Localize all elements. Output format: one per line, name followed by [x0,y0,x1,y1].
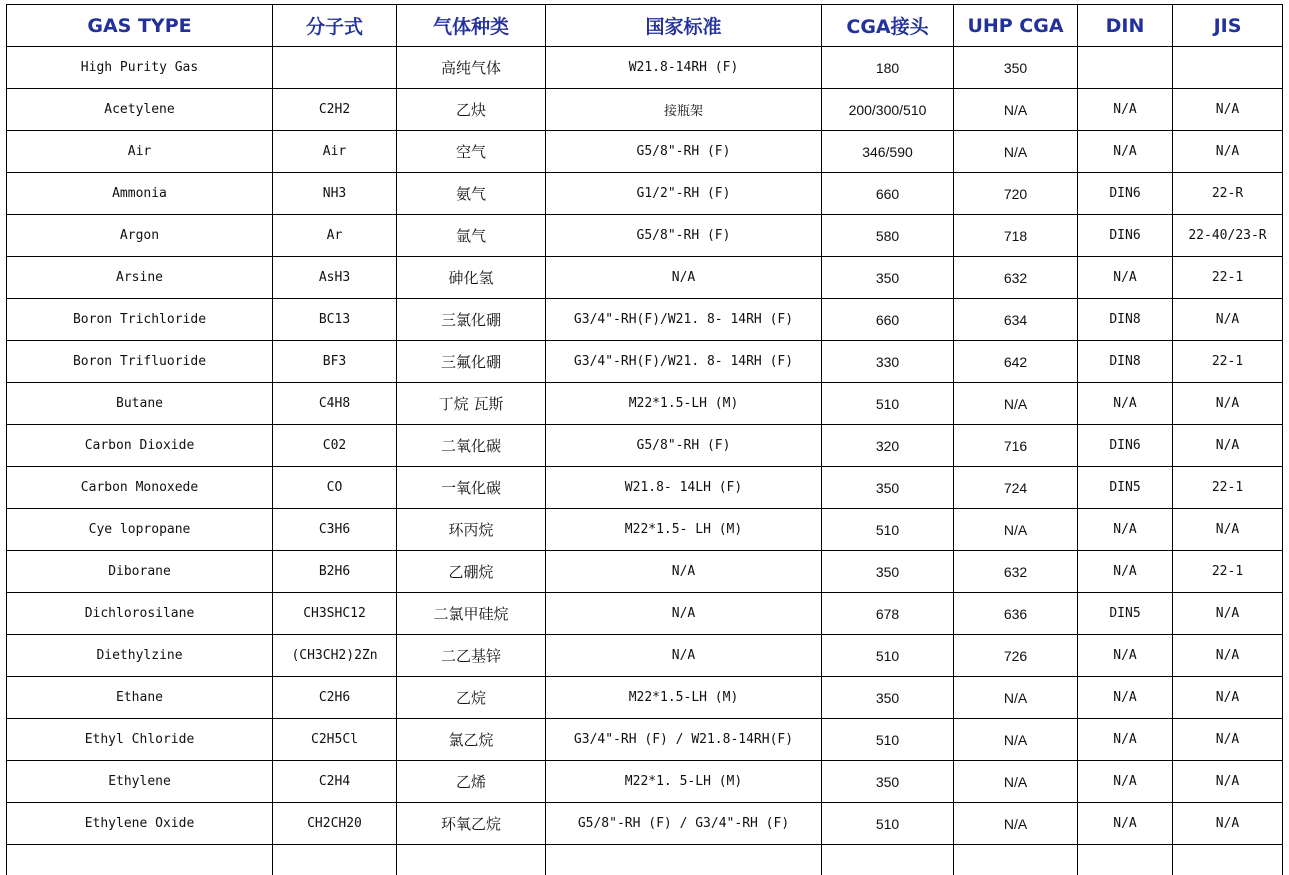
cell-cga-connector: 350 [822,467,954,509]
cell-gas-category: 一氧化碳 [397,467,546,509]
cell-gas-category: 二氯甲硅烷 [397,593,546,635]
cell-din: N/A [1078,803,1173,845]
cell-gas-type: Cye lopropane [7,509,273,551]
cell-gas-type: Arsine [7,257,273,299]
cell-cga-connector: 330 [822,341,954,383]
cell-din: N/A [1078,383,1173,425]
header-cga-connector: CGA接头 [822,5,954,47]
cell-din: DIN5 [1078,467,1173,509]
cell-gas-category: 环丙烷 [397,509,546,551]
cell-din: N/A [1078,719,1173,761]
cell-cga-connector: 660 [822,299,954,341]
cell-uhp-cga: 642 [954,341,1078,383]
cell-din: N/A [1078,131,1173,173]
cell-national-standard: W21.8-14RH (F) [546,47,822,89]
table-row [7,257,1283,299]
cell-gas-type: Dichlorosilane [7,593,273,635]
cell-formula [273,47,397,89]
cell-jis: 22-40/23-R [1173,215,1283,257]
cell-cga-connector: 320 [822,425,954,467]
cell-uhp-cga: 726 [954,635,1078,677]
cell-gas-category: 三氯化硼 [397,299,546,341]
cell-formula: Ar [273,215,397,257]
cell-national-standard: N/A [546,593,822,635]
cell-gas-type: Ethane [7,677,273,719]
cell-gas-category: 三氟化硼 [397,341,546,383]
header-jis: JIS [1173,5,1283,47]
cell-uhp-cga: N/A [954,383,1078,425]
cell-din: DIN5 [1078,593,1173,635]
cell-national-standard: M22*1.5-LH (M) [546,677,822,719]
table-row [7,635,1283,677]
table-row [7,299,1283,341]
cell-national-standard: 接瓶架 [546,89,822,131]
cell-gas-category: 环氧乙烷 [397,803,546,845]
cell-national-standard: M22*1. 5-LH (M) [546,761,822,803]
table-row [7,425,1283,467]
cell-uhp-cga: 718 [954,215,1078,257]
cell-national-standard: G5/8"-RH (F) [546,131,822,173]
cell-formula: BC13 [273,299,397,341]
cell-national-standard: G5/8"-RH (F) [546,425,822,467]
cell-uhp-cga: 636 [954,593,1078,635]
cell-gas-type: Boron Trifluoride [7,341,273,383]
cell-uhp-cga: N/A [954,803,1078,845]
table-row [7,131,1283,173]
cell-gas-type: Ethyl Chloride [7,719,273,761]
cell-gas-type: Ammonia [7,173,273,215]
cell-jis: N/A [1173,509,1283,551]
table-header-row [7,5,1283,47]
cell-uhp-cga: 350 [954,47,1078,89]
cell-uhp-cga: 632 [954,257,1078,299]
cell-jis [1173,47,1283,89]
cell-national-standard: G3/4"-RH(F)/W21. 8- 14RH (F) [546,299,822,341]
cell-cga-connector: 510 [822,719,954,761]
cell-national-standard: N/A [546,635,822,677]
cell-din: N/A [1078,89,1173,131]
cell-din: DIN8 [1078,341,1173,383]
cell-gas-type: Diethylzine [7,635,273,677]
cell-cga-connector: 660 [822,173,954,215]
cell-din [1078,845,1173,875]
cell-cga-connector: 510 [822,635,954,677]
cell-uhp-cga: N/A [954,761,1078,803]
cell-formula: Air [273,131,397,173]
cell-formula: AsH3 [273,257,397,299]
table-row [7,341,1283,383]
gas-connector-table [6,4,1283,875]
cell-din: N/A [1078,257,1173,299]
cell-gas-category: 乙硼烷 [397,551,546,593]
header-gas-category: 气体种类 [397,5,546,47]
header-din: DIN [1078,5,1173,47]
table-body [7,47,1283,875]
cell-cga-connector: 678 [822,593,954,635]
cell-gas-type: Acetylene [7,89,273,131]
cell-jis: 22-1 [1173,257,1283,299]
table-row [7,89,1283,131]
cell-formula: CO [273,467,397,509]
cell-din: DIN8 [1078,299,1173,341]
cell-gas-type: Air [7,131,273,173]
cell-jis: N/A [1173,677,1283,719]
cell-jis: 22-1 [1173,341,1283,383]
table-row [7,383,1283,425]
cell-jis: N/A [1173,593,1283,635]
cell-gas-category: 高纯气体 [397,47,546,89]
cell-jis: N/A [1173,719,1283,761]
cell-national-standard: G5/8"-RH (F) / G3/4"-RH (F) [546,803,822,845]
cell-cga-connector: 346/590 [822,131,954,173]
cell-gas-category: 二氧化碳 [397,425,546,467]
table-row [7,467,1283,509]
cell-gas-category: 氨气 [397,173,546,215]
cell-gas-category: 乙炔 [397,89,546,131]
cell-gas-category: 乙烷 [397,677,546,719]
cell-jis: N/A [1173,425,1283,467]
cell-uhp-cga: 716 [954,425,1078,467]
cell-jis: N/A [1173,383,1283,425]
cell-uhp-cga: 632 [954,551,1078,593]
cell-national-standard: W21.8- 14LH (F) [546,467,822,509]
table-row [7,215,1283,257]
cell-uhp-cga: N/A [954,131,1078,173]
cell-gas-type: Carbon Dioxide [7,425,273,467]
cell-uhp-cga: N/A [954,89,1078,131]
cell-gas-category: 砷化氢 [397,257,546,299]
cell-din: N/A [1078,635,1173,677]
table-row [7,677,1283,719]
cell-gas-type: High Purity Gas [7,47,273,89]
header-national-standard: 国家标准 [546,5,822,47]
cell-gas-category: 二乙基锌 [397,635,546,677]
cell-din [1078,47,1173,89]
cell-formula: C2H2 [273,89,397,131]
cell-national-standard: N/A [546,551,822,593]
header-uhp-cga: UHP CGA [954,5,1078,47]
cell-formula: C4H8 [273,383,397,425]
cell-gas-type: Butane [7,383,273,425]
table-row [7,803,1283,845]
cell-jis: N/A [1173,635,1283,677]
cell-jis: N/A [1173,761,1283,803]
cell-national-standard [546,845,822,875]
header-gas-type: GAS TYPE [7,5,273,47]
cell-uhp-cga: N/A [954,719,1078,761]
cell-formula [273,845,397,875]
cell-din: N/A [1078,509,1173,551]
cell-formula: C2H4 [273,761,397,803]
cell-cga-connector: 350 [822,761,954,803]
table-row [7,47,1283,89]
cell-uhp-cga: 724 [954,467,1078,509]
cell-jis: N/A [1173,89,1283,131]
cell-din: DIN6 [1078,425,1173,467]
cell-gas-type: Diborane [7,551,273,593]
table-row [7,593,1283,635]
cell-uhp-cga [954,845,1078,875]
cell-formula: (CH3CH2)2Zn [273,635,397,677]
cell-cga-connector: 510 [822,803,954,845]
cell-uhp-cga: N/A [954,677,1078,719]
cell-national-standard: N/A [546,257,822,299]
cell-jis: N/A [1173,131,1283,173]
cell-cga-connector: 350 [822,551,954,593]
cell-gas-category: 氯乙烷 [397,719,546,761]
cell-national-standard: G1/2"-RH (F) [546,173,822,215]
cell-formula: CH3SHC12 [273,593,397,635]
cell-din: DIN6 [1078,173,1173,215]
cell-uhp-cga: 720 [954,173,1078,215]
cell-formula: BF3 [273,341,397,383]
cell-jis [1173,845,1283,875]
cell-national-standard: G5/8"-RH (F) [546,215,822,257]
cell-cga-connector: 350 [822,257,954,299]
cell-gas-type [7,845,273,875]
cell-cga-connector: 350 [822,677,954,719]
cell-gas-category: 乙烯 [397,761,546,803]
cell-formula: CH2CH20 [273,803,397,845]
cell-din: N/A [1078,677,1173,719]
cell-formula: C2H5Cl [273,719,397,761]
cell-gas-type: Boron Trichloride [7,299,273,341]
cell-national-standard: G3/4"-RH (F) / W21.8-14RH(F) [546,719,822,761]
cell-cga-connector: 580 [822,215,954,257]
cell-gas-type: Ethylene [7,761,273,803]
cell-din: N/A [1078,551,1173,593]
table-row [7,845,1283,875]
cell-din: N/A [1078,761,1173,803]
cell-gas-category [397,845,546,875]
cell-gas-category: 丁烷 瓦斯 [397,383,546,425]
cell-jis: N/A [1173,803,1283,845]
cell-formula: C3H6 [273,509,397,551]
cell-formula: C02 [273,425,397,467]
table-row [7,719,1283,761]
cell-formula: NH3 [273,173,397,215]
table-row [7,173,1283,215]
cell-formula: C2H6 [273,677,397,719]
table-row [7,761,1283,803]
cell-cga-connector: 510 [822,383,954,425]
cell-national-standard: G3/4"-RH(F)/W21. 8- 14RH (F) [546,341,822,383]
cell-cga-connector [822,845,954,875]
cell-formula: B2H6 [273,551,397,593]
cell-gas-category: 空气 [397,131,546,173]
cell-din: DIN6 [1078,215,1173,257]
cell-cga-connector: 200/300/510 [822,89,954,131]
cell-gas-type: Carbon Monoxede [7,467,273,509]
cell-gas-category: 氩气 [397,215,546,257]
cell-gas-type: Argon [7,215,273,257]
cell-jis: N/A [1173,299,1283,341]
cell-jis: 22-R [1173,173,1283,215]
cell-cga-connector: 510 [822,509,954,551]
cell-gas-type: Ethylene Oxide [7,803,273,845]
cell-uhp-cga: 634 [954,299,1078,341]
cell-jis: 22-1 [1173,551,1283,593]
cell-jis: 22-1 [1173,467,1283,509]
cell-national-standard: M22*1.5-LH (M) [546,383,822,425]
table-row [7,509,1283,551]
cell-uhp-cga: N/A [954,509,1078,551]
cell-national-standard: M22*1.5- LH (M) [546,509,822,551]
header-formula: 分子式 [273,5,397,47]
cell-cga-connector: 180 [822,47,954,89]
table-row [7,551,1283,593]
